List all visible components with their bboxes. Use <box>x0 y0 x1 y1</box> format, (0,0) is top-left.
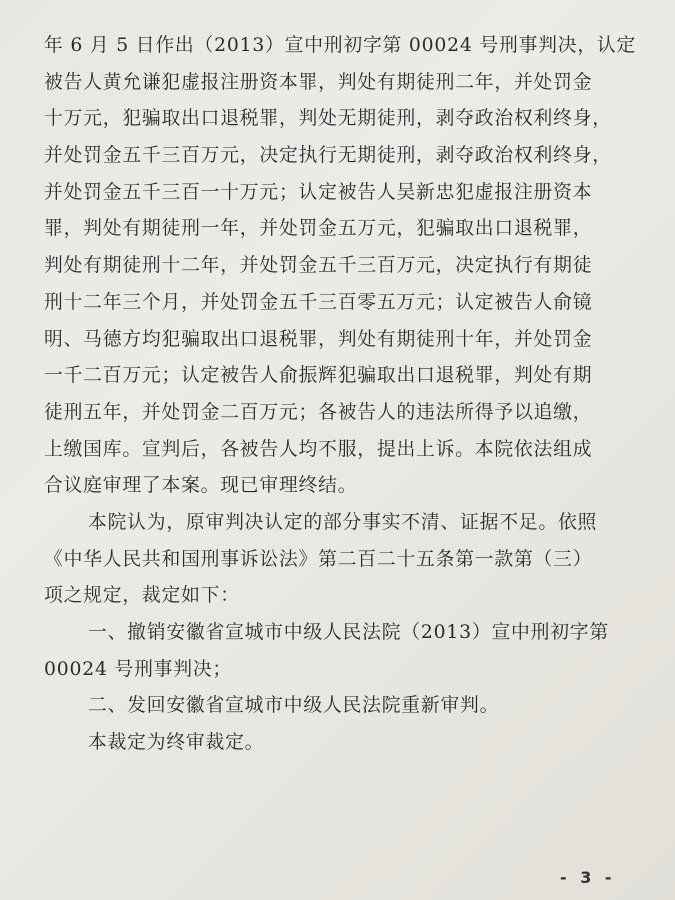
text-line: 判处有期徒刑十二年，并处罚金五千三百万元，决定执行有期徒 <box>44 255 593 277</box>
text-line: 罪，判处有期徒刑一年，并处罚金五万元，犯骗取出口退税罪， <box>44 218 593 240</box>
text-line: 被告人黄允谦犯虚报注册资本罪，判处有期徒刑二年，并处罚金 <box>44 71 593 93</box>
document-body <box>44 28 644 762</box>
text-line: 项之规定，裁定如下： <box>44 585 240 607</box>
text-line: 十万元，犯骗取出口退税罪，判处无期徒刑，剥夺政治权利终身， <box>44 108 612 130</box>
text-line: 年 6 月 5 日作出（2013）宣中刑初字第 00024 号刑事判决，认定 <box>44 35 637 56</box>
text-line: 合议庭审理了本案。现已审理终结。 <box>44 475 358 497</box>
text-line: 《中华人民共和国刑事诉讼法》第二百二十五条第一款第（三） <box>44 548 593 570</box>
text-line: 刑十二年三个月，并处罚金五千三百零五万元；认定被告人俞镜 <box>44 291 593 313</box>
text-line: 徒刑五年，并处罚金二百万元；各被告人的违法所得予以追缴， <box>44 401 593 423</box>
text-line: 00024 号刑事判决； <box>44 658 233 680</box>
text-line: 并处罚金五千三百一十万元；认定被告人吴新忠犯虚报注册资本 <box>44 181 593 203</box>
text-line: 明、马德方均犯骗取出口退税罪，判处有期徒刑十年，并处罚金 <box>44 328 593 350</box>
page-number: - 3 - <box>560 868 616 887</box>
text-line: 上缴国库。宣判后，各被告人均不服，提出上诉。本院依法组成 <box>44 438 593 460</box>
text-line: 一、撤销安徽省宣城市中级人民法院（2013）宣中刑初字第 <box>88 622 609 643</box>
text-line: 本裁定为终审裁定。 <box>88 732 265 754</box>
text-line: 二、发回安徽省宣城市中级人民法院重新审判。 <box>88 695 500 717</box>
text-line: 一千二百万元；认定被告人俞振辉犯骗取出口退税罪，判处有期 <box>44 365 593 387</box>
text-line: 本院认为，原审判决认定的部分事实不清、证据不足。依照 <box>88 511 598 533</box>
text-line: 并处罚金五千三百万元，决定执行无期徒刑，剥夺政治权利终身， <box>44 145 612 167</box>
